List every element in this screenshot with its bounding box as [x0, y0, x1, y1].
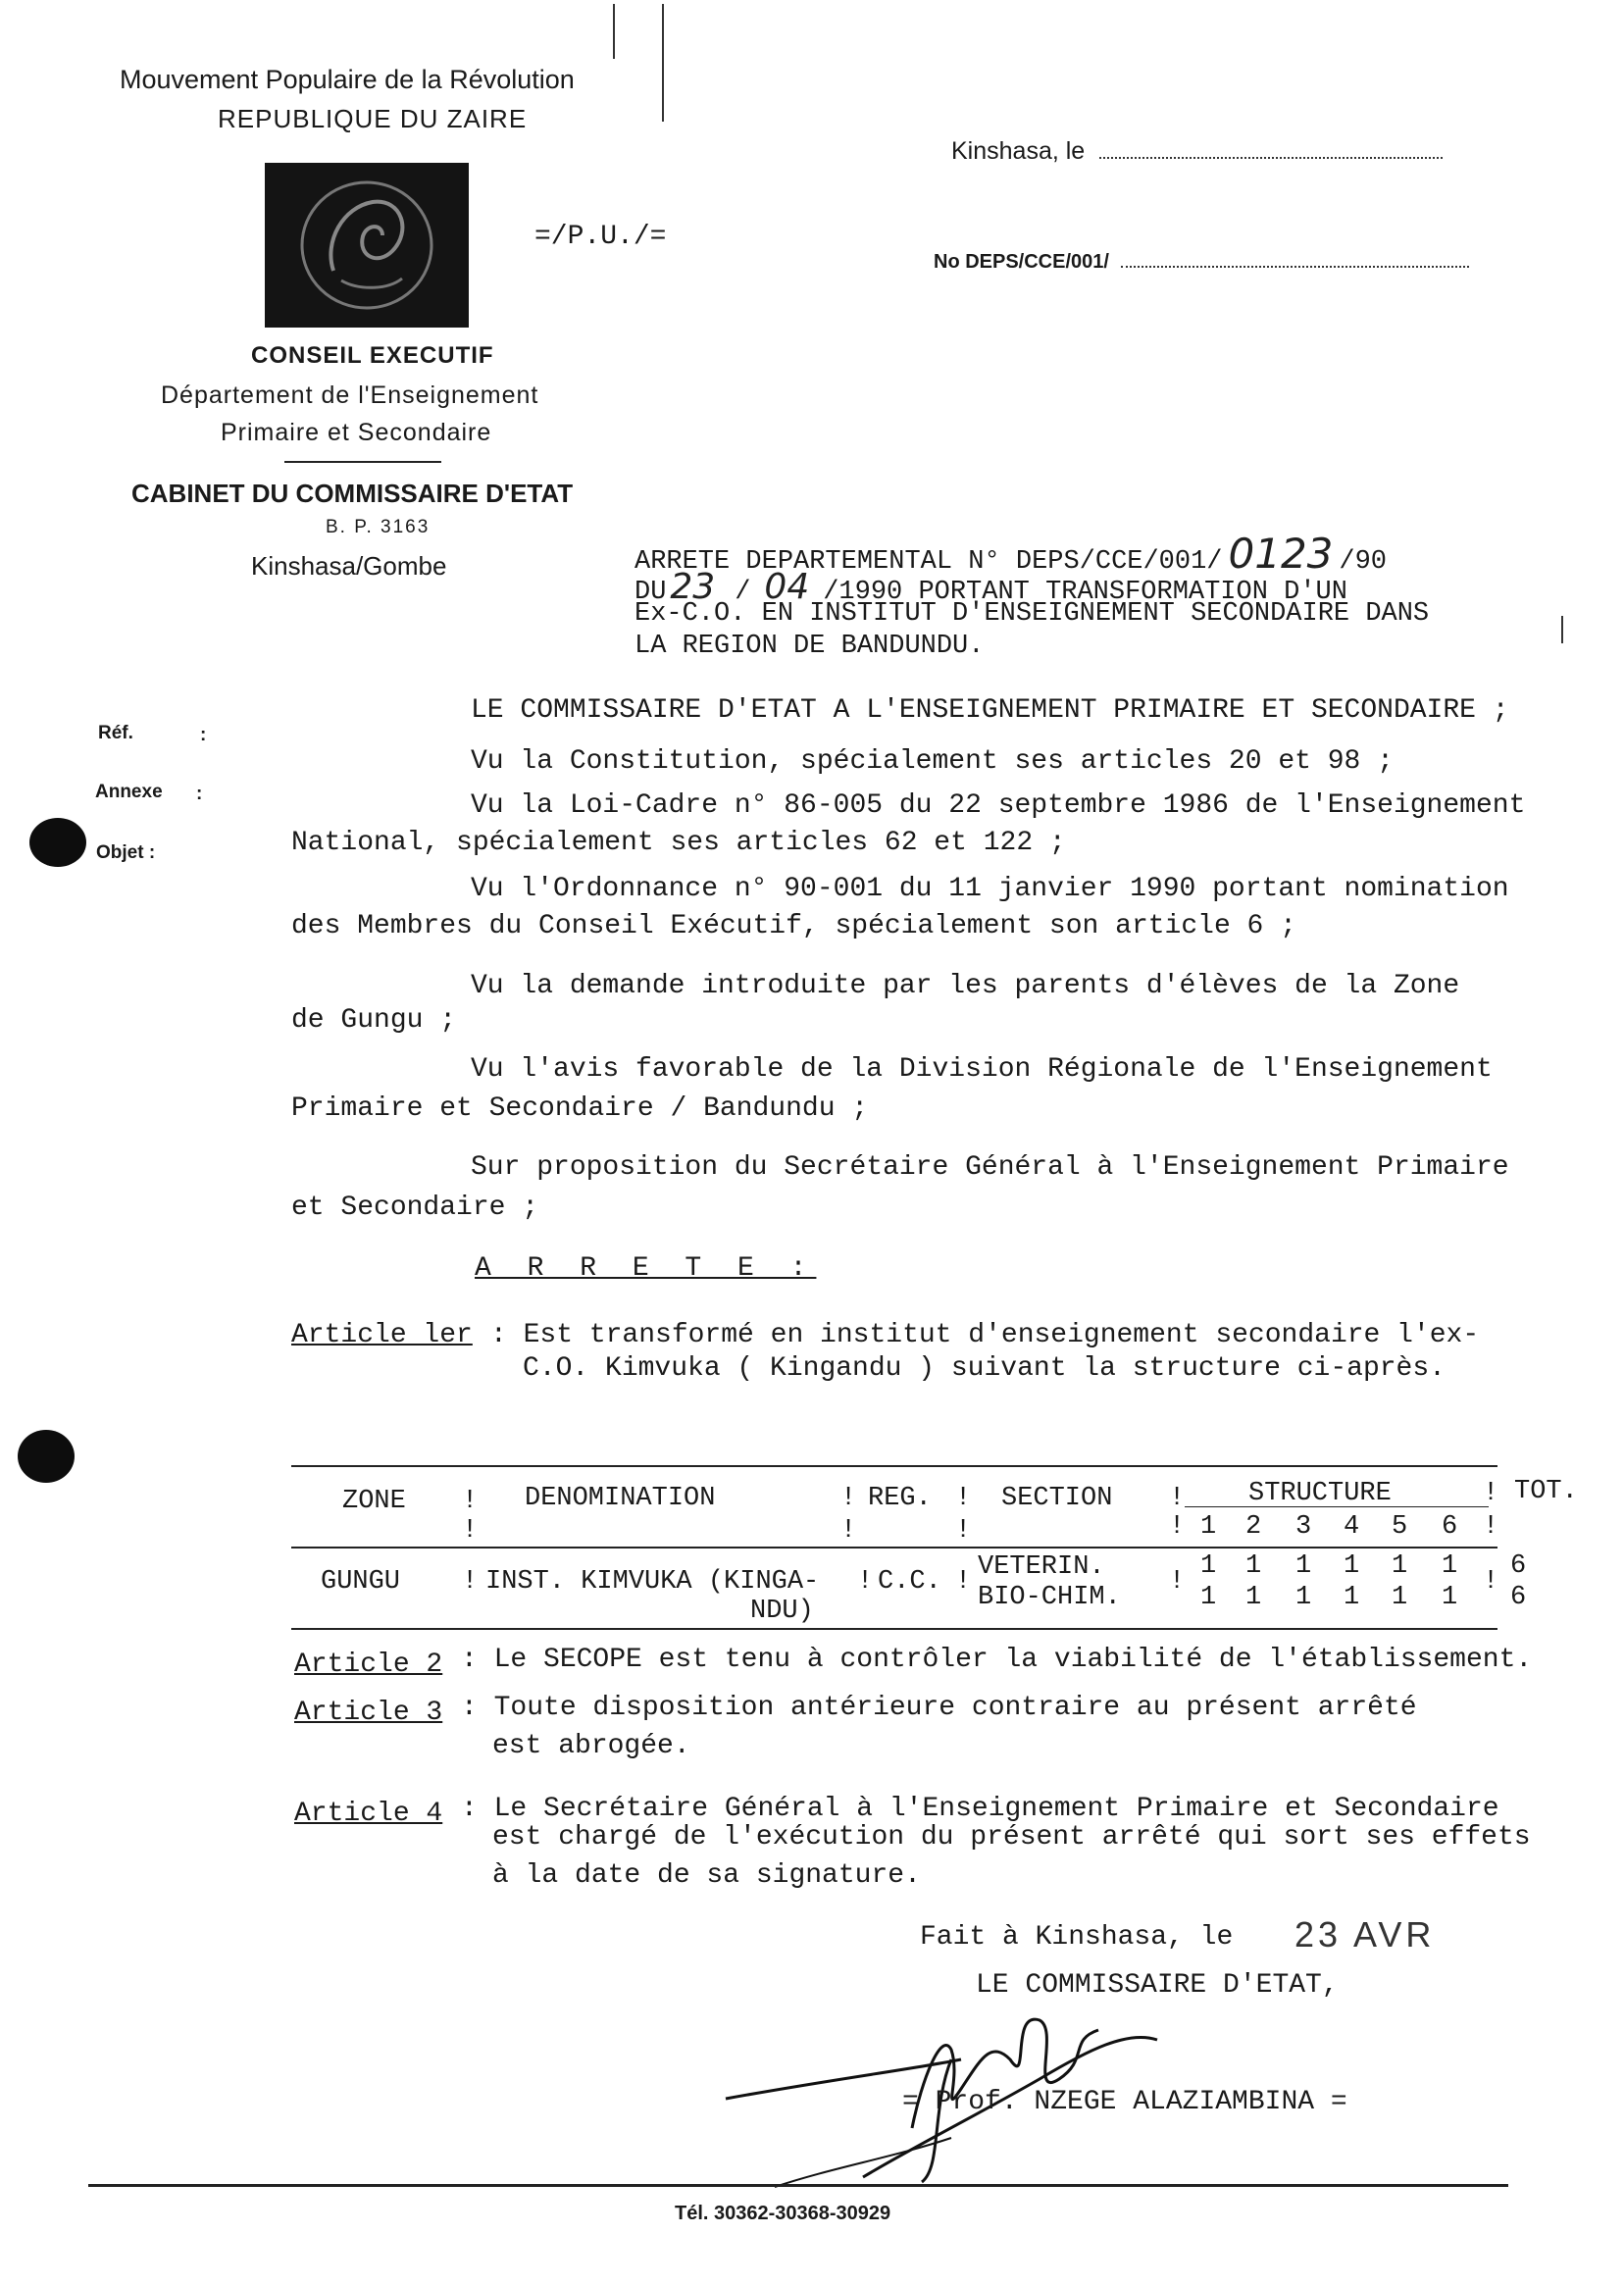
council-title: CONSEIL EXECUTIF	[251, 342, 494, 369]
department-line1: Département de l'Enseignement	[161, 381, 539, 409]
scan-mark-top-2	[662, 4, 664, 122]
table-top-rule	[291, 1465, 1497, 1467]
grade-1: 1	[1200, 1512, 1217, 1542]
r1-g1: 1	[1200, 1551, 1217, 1581]
objet-label: Objet :	[96, 842, 156, 863]
leopard-emblem-icon	[265, 163, 469, 328]
th-bang-3b: !	[955, 1516, 972, 1546]
td-bang-4: !	[1169, 1567, 1186, 1597]
pu-mark: =/P.U./=	[534, 222, 667, 252]
body-ordonnance-2: des Membres du Conseil Exécutif, spécialement son article 6 ;	[291, 911, 1296, 941]
decree-title-line4: LA REGION DE BANDUNDU.	[634, 632, 985, 661]
footer-telephone: Tél. 30362-30368-30929	[675, 2203, 891, 2224]
cabinet-title: CABINET DU COMMISSAIRE D'ETAT	[131, 479, 574, 508]
arrete-heading: A R R E T E :	[475, 1253, 817, 1284]
td-denomination-b: NDU)	[750, 1597, 814, 1626]
date-blank	[1099, 157, 1443, 159]
article-2-text: : Le SECOPE est tenu à contrôler la viabilité de l'établissement.	[461, 1645, 1533, 1675]
body-proposition-2: et Secondaire ;	[291, 1193, 539, 1223]
handwritten-day: 23	[670, 567, 716, 607]
r2-g3: 1	[1295, 1583, 1312, 1612]
handwritten-number: 0123	[1228, 530, 1334, 578]
r2-g6: 1	[1442, 1583, 1458, 1612]
th-bang-5: !	[1483, 1479, 1499, 1508]
th-bang-1: !	[462, 1487, 479, 1516]
td-bang-2: !	[857, 1567, 874, 1597]
r2-g5: 1	[1392, 1583, 1408, 1612]
punch-hole-top	[29, 818, 86, 867]
reference-blank	[1121, 266, 1469, 268]
title-sep: /	[735, 578, 751, 607]
article-3-label: Article 3	[294, 1698, 443, 1728]
td-total-2: 6	[1510, 1583, 1527, 1612]
th-bang-4: !	[1169, 1484, 1186, 1513]
td-section-1: VETERIN.	[978, 1552, 1105, 1582]
td-bang-1: !	[462, 1567, 479, 1597]
r1-g4: 1	[1344, 1551, 1360, 1581]
th-zone: ZONE	[342, 1487, 406, 1516]
grade-6: 6	[1442, 1512, 1458, 1542]
annexe-label: Annexe	[95, 782, 163, 802]
footer-rule	[88, 2184, 1508, 2187]
ref-label: Réf.	[98, 723, 133, 743]
td-reg: C.C.	[878, 1567, 941, 1597]
grade-5: 5	[1392, 1512, 1408, 1542]
r1-g6: 1	[1442, 1551, 1458, 1581]
seal-emblem	[265, 163, 469, 328]
signatory-role: LE COMMISSAIRE D'ETAT,	[976, 1970, 1339, 2001]
td-zone: GUNGU	[321, 1567, 401, 1597]
header-divider	[284, 461, 441, 463]
title-year: /90	[1339, 547, 1387, 577]
article-4-line2: est chargé de l'exécution du présent arrêté qui sort ses effets	[492, 1822, 1531, 1853]
body-constitution: Vu la Constitution, spécialement ses articles 20 et 98 ;	[471, 746, 1394, 777]
th-bang-2b: !	[840, 1516, 857, 1546]
ref-colon: :	[200, 725, 207, 745]
decree-title-line3: Ex-C.O. EN INSTITUT D'ENSEIGNEMENT SECONDAIRE DANS	[634, 599, 1430, 629]
article-3-line2: est abrogée.	[492, 1731, 690, 1761]
scan-mark-top	[613, 4, 615, 59]
signatory-name: = Prof. NZEGE ALAZIAMBINA =	[902, 2087, 1347, 2117]
grade-4: 4	[1344, 1512, 1360, 1542]
body-loi-cadre-2: National, spécialement ses articles 62 et 122 ;	[291, 828, 1066, 858]
department-line2: Primaire et Secondaire	[221, 419, 492, 446]
body-demande-2: de Gungu ;	[291, 1005, 457, 1036]
article-2-label: Article 2	[294, 1650, 443, 1680]
body-ordonnance-1: Vu l'Ordonnance n° 90-001 du 11 janvier 1990 portant nomination	[471, 874, 1509, 904]
th-bang-1b: !	[462, 1516, 479, 1546]
td-section-2: BIO-CHIM.	[978, 1583, 1121, 1612]
title-rest: /1990 PORTANT TRANSFORMATION D'UN	[823, 578, 1347, 607]
r2-g1: 1	[1200, 1583, 1217, 1612]
title-prefix: ARRETE DEPARTEMENTAL N° DEPS/CCE/001/	[634, 547, 1223, 577]
body-avis-1: Vu l'avis favorable de la Division Régionale de l'Enseignement	[471, 1054, 1493, 1085]
th-bang-2: !	[840, 1484, 857, 1513]
body-loi-cadre-1: Vu la Loi-Cadre n° 86-005 du 22 septembre 1986 de l'Enseignement	[471, 790, 1526, 821]
td-denomination-a: INST. KIMVUKA (KINGA-	[485, 1567, 820, 1597]
r1-g5: 1	[1392, 1551, 1408, 1581]
th-tot: TOT.	[1514, 1477, 1578, 1506]
handwritten-month: 04	[764, 567, 810, 607]
table-bottom-rule	[291, 1628, 1497, 1630]
reference-number	[934, 251, 1469, 274]
body-proposition-1: Sur proposition du Secrétaire Général à l'Enseignement Primaire	[471, 1152, 1509, 1183]
article-1-label: Article ler	[291, 1320, 473, 1350]
punch-hole-bottom	[18, 1430, 75, 1483]
td-bang-3: !	[955, 1567, 972, 1597]
th-section: SECTION	[1001, 1484, 1113, 1513]
grade-2: 2	[1245, 1512, 1262, 1542]
th-bang-grades-end: !	[1483, 1512, 1499, 1542]
article-3-line1: : Toute disposition antérieure contraire au présent arrêté	[461, 1693, 1417, 1723]
r2-g4: 1	[1344, 1583, 1360, 1612]
letterhead-line2: REPUBLIQUE DU ZAIRE	[218, 104, 528, 133]
postal-box: B. P. 3163	[326, 517, 431, 537]
letterhead-line1: Mouvement Populaire de la Révolution	[120, 65, 575, 94]
article-1-line2: C.O. Kimvuka ( Kingandu ) suivant la structure ci-après.	[523, 1353, 1446, 1384]
place-date	[951, 137, 1443, 166]
r1-g3: 1	[1295, 1551, 1312, 1581]
td-bang-5: !	[1483, 1567, 1499, 1597]
grade-3: 3	[1295, 1512, 1312, 1542]
scan-mark-right	[1561, 616, 1563, 643]
table-header-rule	[291, 1547, 1497, 1549]
article-4-label: Article 4	[294, 1799, 443, 1829]
th-bang-grades: !	[1169, 1512, 1186, 1542]
r1-g2: 1	[1245, 1551, 1262, 1581]
article-4-line1: : Le Secrétaire Général à l'Enseignement Primaire et Secondaire	[461, 1794, 1499, 1824]
body-commissioner: LE COMMISSAIRE D'ETAT A L'ENSEIGNEMENT PRIMAIRE ET SECONDAIRE ;	[471, 695, 1509, 726]
header-city: Kinshasa/Gombe	[251, 551, 447, 581]
r2-g2: 1	[1245, 1583, 1262, 1612]
th-structure: STRUCTURE	[1248, 1479, 1392, 1508]
th-bang-3: !	[955, 1484, 972, 1513]
reference-label: No DEPS/CCE/001/	[934, 251, 1109, 273]
th-denomination: DENOMINATION	[525, 1484, 716, 1513]
th-reg: REG.	[868, 1484, 932, 1513]
td-total-1: 6	[1510, 1551, 1527, 1581]
date-stamp: 23 AVR	[1294, 1914, 1436, 1955]
article-4-line3: à la date de sa signature.	[492, 1860, 921, 1891]
annexe-colon: :	[196, 784, 203, 804]
title-du: DU	[634, 578, 667, 607]
place-and-date: Fait à Kinshasa, le	[920, 1922, 1234, 1953]
place-date-label: Kinshasa, le	[951, 137, 1086, 165]
body-demande-1: Vu la demande introduite par les parents d'élèves de la Zone	[471, 971, 1460, 1001]
article-1-line1: : Est transformé en institut d'enseignement secondaire l'ex-	[490, 1320, 1480, 1350]
body-avis-2: Primaire et Secondaire / Bandundu ;	[291, 1093, 869, 1124]
